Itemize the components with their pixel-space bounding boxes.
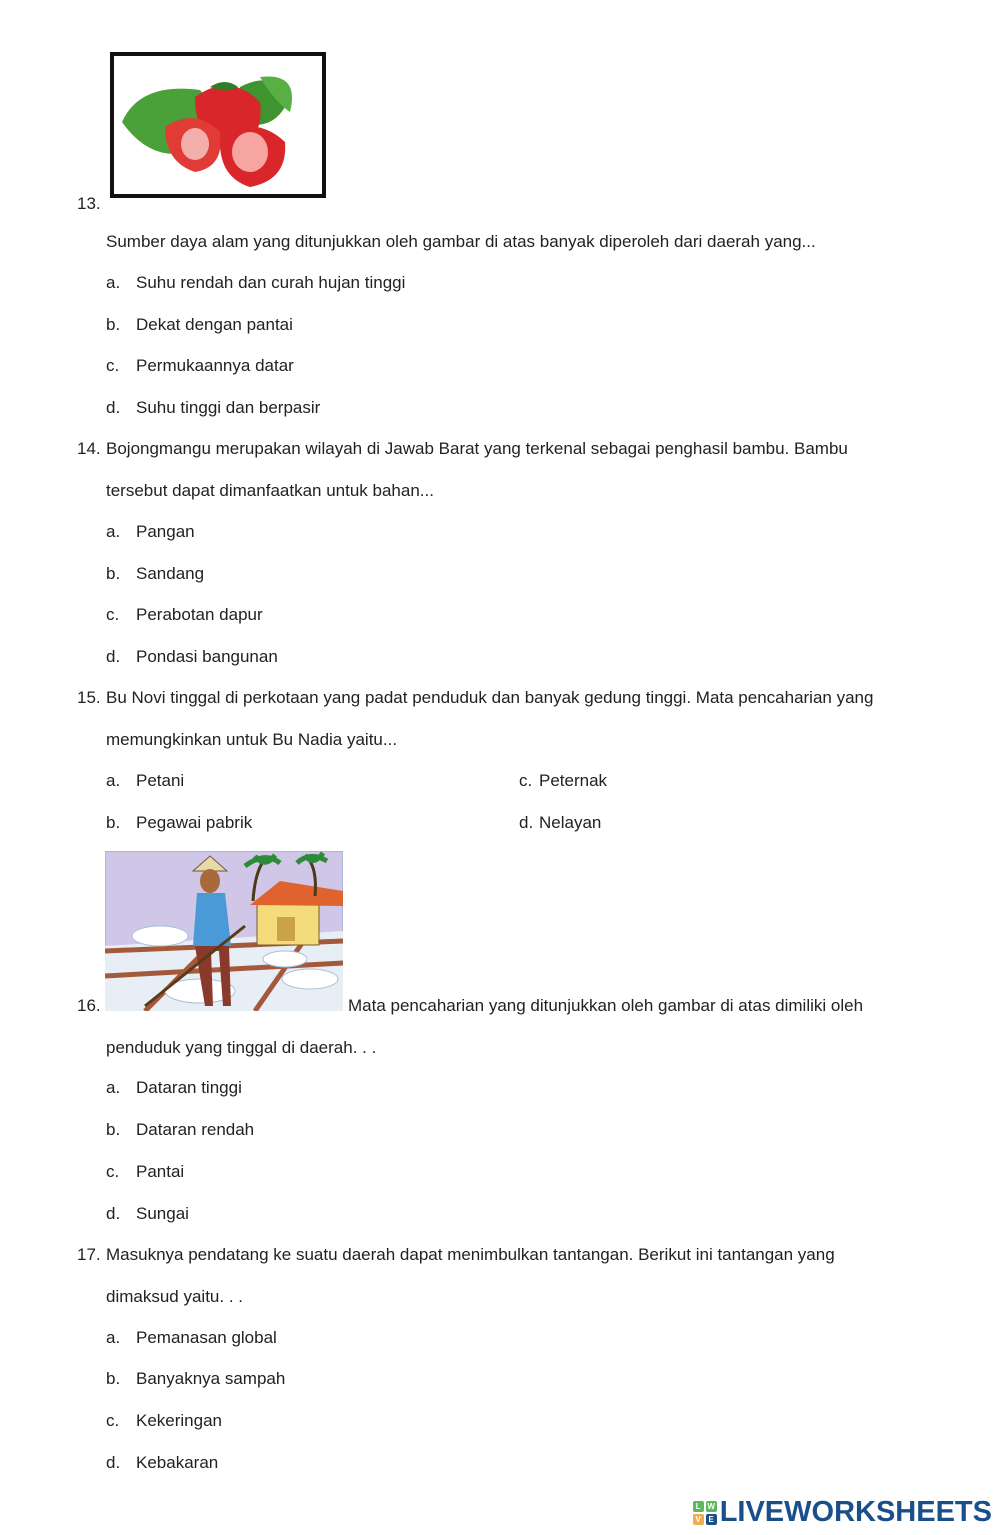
question-16-text-line1: Mata pencaharian yang ditunjukkan oleh gambar di atas dimiliki oleh <box>348 996 864 1015</box>
option-17c[interactable]: Kekeringan <box>136 1411 223 1430</box>
option-letter: d. <box>519 813 534 832</box>
option-17b[interactable]: Banyaknya sampah <box>136 1369 286 1388</box>
option-letter: c. <box>106 605 120 624</box>
option-letter: c. <box>106 1162 120 1181</box>
logo-grid-cell: V <box>693 1514 704 1525</box>
option-13b[interactable]: Dekat dengan pantai <box>136 315 293 334</box>
option-letter: c. <box>519 771 533 790</box>
option-letter: d. <box>106 1453 121 1472</box>
question-17-text-line1: Masuknya pendatang ke suatu daerah dapat menimbulkan tantangan. Berikut ini tantangan yang <box>106 1245 835 1264</box>
option-letter: a. <box>106 273 121 292</box>
option-letter: a. <box>106 771 121 790</box>
logo-grid-icon <box>693 1501 717 1525</box>
option-letter: c. <box>106 356 120 375</box>
option-letter: b. <box>106 1369 121 1388</box>
question-16-number: 16. <box>77 996 101 1015</box>
option-15d[interactable]: Nelayan <box>539 813 602 832</box>
option-16c[interactable]: Pantai <box>136 1162 185 1181</box>
option-letter: b. <box>106 1120 121 1139</box>
question-13-text: Sumber daya alam yang ditunjukkan oleh gambar di atas banyak diperoleh dari daerah yang... <box>106 232 816 251</box>
option-letter: d. <box>106 398 121 417</box>
option-15b[interactable]: Pegawai pabrik <box>136 813 253 832</box>
question-15-text-line1: Bu Novi tinggal di perkotaan yang padat penduduk dan banyak gedung tinggi. Mata pencaharian yang <box>106 688 874 707</box>
option-14a[interactable]: Pangan <box>136 522 195 541</box>
option-14d[interactable]: Pondasi bangunan <box>136 647 278 666</box>
option-16a[interactable]: Dataran tinggi <box>136 1078 242 1097</box>
option-letter: d. <box>106 1204 121 1223</box>
option-14c[interactable]: Perabotan dapur <box>136 605 263 624</box>
question-15-number: 15. <box>77 688 101 707</box>
option-letter: a. <box>106 1078 121 1097</box>
option-letter: b. <box>106 813 121 832</box>
option-13d[interactable]: Suhu tinggi dan berpasir <box>136 398 321 417</box>
strawberry-image <box>110 52 326 198</box>
question-14-number: 14. <box>77 439 101 458</box>
option-letter: a. <box>106 522 121 541</box>
option-17a[interactable]: Pemanasan global <box>136 1328 277 1347</box>
option-letter: a. <box>106 1328 121 1347</box>
question-15-text-line2: memungkinkan untuk Bu Nadia yaitu... <box>106 730 398 749</box>
question-17-text-line2: dimaksud yaitu. . . <box>106 1287 244 1306</box>
question-14-text-line1: Bojongmangu merupakan wilayah di Jawab Barat yang terkenal sebagai penghasil bambu. Bambu <box>106 439 848 458</box>
question-16-text-line2: penduduk yang tinggal di daerah. . . <box>106 1038 377 1057</box>
option-14b[interactable]: Sandang <box>136 564 205 583</box>
logo-text: LIVEWORKSHEETS <box>719 1496 992 1528</box>
option-15c[interactable]: Peternak <box>539 771 608 790</box>
option-letter: b. <box>106 315 121 334</box>
logo-grid-cell: L <box>693 1501 704 1512</box>
option-16b[interactable]: Dataran rendah <box>136 1120 255 1139</box>
salt-farmer-image <box>105 851 343 1011</box>
question-13-number: 13. <box>77 194 101 213</box>
logo-grid-cell: E <box>706 1514 717 1525</box>
option-letter: d. <box>106 647 121 666</box>
question-14-text-line2: tersebut dapat dimanfaatkan untuk bahan... <box>106 481 434 500</box>
option-13c[interactable]: Permukaannya datar <box>136 356 294 375</box>
liveworksheets-logo[interactable] <box>693 1496 992 1529</box>
option-15a[interactable]: Petani <box>136 771 185 790</box>
option-17d[interactable]: Kebakaran <box>136 1453 219 1472</box>
option-letter: b. <box>106 564 121 583</box>
question-17-number: 17. <box>77 1245 101 1264</box>
logo-grid-cell: W <box>707 1501 715 1511</box>
option-letter: c. <box>106 1411 120 1430</box>
option-13a[interactable]: Suhu rendah dan curah hujan tinggi <box>136 273 406 292</box>
option-16d[interactable]: Sungai <box>136 1204 189 1223</box>
